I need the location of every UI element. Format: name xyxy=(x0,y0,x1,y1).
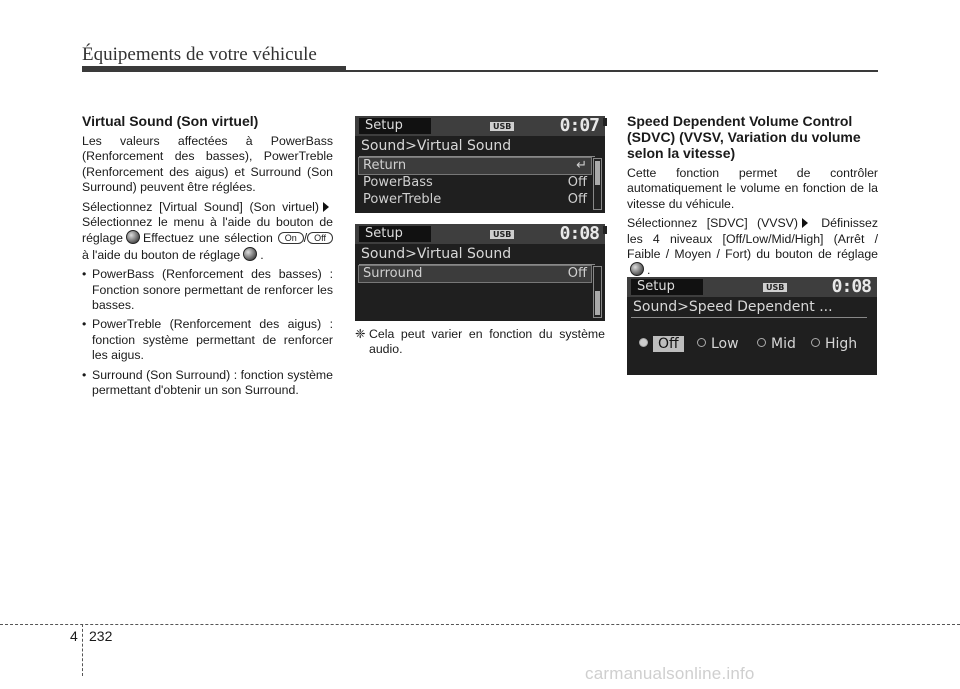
bullet-mark: • xyxy=(82,267,87,282)
screen-path: Sound>Speed Dependent ... xyxy=(633,299,833,315)
return-icon: ↵ xyxy=(576,158,587,173)
menu-row-powertreble[interactable] xyxy=(359,192,591,208)
tune-knob-icon xyxy=(243,247,257,261)
instr-text-2: Définissez les 4 niveaux [Off/Low/Mid/High] (Arrêt / Faible / Moyen / Fort) du bouton de réglage xyxy=(627,216,878,262)
page-number: 232 xyxy=(89,628,113,644)
screen-path: Sound>Virtual Sound xyxy=(361,246,512,262)
column-sdvc xyxy=(627,113,878,283)
tune-knob-icon xyxy=(126,230,140,244)
note-text: Cela peut varier en fonction du système audio. xyxy=(369,327,605,357)
on-pill: On xyxy=(278,232,304,244)
row-label: Surround xyxy=(363,266,423,281)
instr-text-2: Sélectionnez le menu à l'aide du bouton de réglage xyxy=(82,215,333,246)
arrow-right-icon xyxy=(323,202,329,212)
scroll-thumb[interactable] xyxy=(595,291,600,315)
bullet-surround xyxy=(82,368,333,399)
bullet-powerbass xyxy=(82,267,333,313)
radio-icon xyxy=(697,338,706,347)
radio-icon xyxy=(811,338,820,347)
watermark: carmanualsonline.info xyxy=(585,664,755,683)
radio-icon xyxy=(757,338,766,347)
radio-selected-icon xyxy=(639,338,648,347)
option-high[interactable] xyxy=(811,335,857,353)
option-mid[interactable] xyxy=(757,335,796,353)
bullet-text: PowerTreble (Renforcement des aigus) : fonction système permettant de renforcer les aigus. xyxy=(92,317,333,363)
screen-path: Sound>Virtual Sound xyxy=(361,138,512,154)
menu-row-return[interactable] xyxy=(359,158,591,174)
row-value: Off xyxy=(567,266,587,281)
usb-badge: USB xyxy=(763,283,787,292)
bullet-mark: • xyxy=(82,367,87,382)
row-value: Off xyxy=(567,175,587,190)
instr-text-1: Sélectionnez [SDVC] (VVSV) xyxy=(627,216,798,231)
row-label: PowerTreble xyxy=(363,192,442,207)
footer-rule xyxy=(0,624,960,625)
option-label: Low xyxy=(711,336,739,352)
screen-time: 0:08 xyxy=(559,224,599,244)
option-label: Off xyxy=(653,336,684,352)
paragraph-instructions xyxy=(82,200,333,264)
screen-divider xyxy=(359,264,595,265)
screen-time: 0:08 xyxy=(831,277,871,297)
screen-corner-mark xyxy=(603,118,607,126)
option-low[interactable] xyxy=(697,335,739,353)
row-label: PowerBass xyxy=(363,175,433,190)
screen-virtual-sound-2 xyxy=(355,224,605,321)
row-value: Off xyxy=(567,192,587,207)
slash: / xyxy=(303,231,308,246)
arrow-right-icon xyxy=(802,218,808,228)
scroll-thumb[interactable] xyxy=(595,161,600,185)
instr-period: . xyxy=(647,263,651,278)
chapter-number: 4 xyxy=(70,628,78,644)
screen-setup-label: Setup xyxy=(359,118,431,134)
screen-corner-mark xyxy=(603,226,607,234)
instr-text-4: à l'aide du bouton de réglage xyxy=(82,247,241,262)
page-header-title: Équipements de votre véhicule xyxy=(82,44,317,65)
instr-text-3: Effectuez une sélection xyxy=(143,231,273,246)
section-heading-sdvc: Speed Dependent Volume Control (SDVC) (VVSV, Variation du volume selon la vitesse) xyxy=(627,113,861,161)
option-label: Mid xyxy=(771,336,796,352)
screen-setup-label: Setup xyxy=(359,226,431,242)
option-off[interactable] xyxy=(639,335,684,353)
tune-knob-icon xyxy=(630,262,644,276)
usb-badge: USB xyxy=(490,230,514,239)
column-virtual-sound xyxy=(82,113,333,403)
scrollbar[interactable] xyxy=(593,158,602,210)
note-mark-icon: ❈ xyxy=(355,327,366,341)
row-label: Return xyxy=(363,158,407,173)
note-block xyxy=(355,327,605,358)
screen-speed-dependent xyxy=(627,277,877,375)
bullet-powertreble xyxy=(82,317,333,363)
scrollbar[interactable] xyxy=(593,266,602,318)
bullet-text: Surround (Son Surround) : fonction système permettant d'obtenir un son Surround. xyxy=(92,367,333,398)
screen-virtual-sound-1 xyxy=(355,116,605,213)
usb-badge: USB xyxy=(490,122,514,131)
screen-divider xyxy=(359,156,595,157)
section-heading-virtual-sound: Virtual Sound (Son virtuel) xyxy=(82,113,259,129)
off-pill: Off xyxy=(307,232,333,244)
menu-row-surround[interactable] xyxy=(359,266,591,282)
bullet-text: PowerBass (Renforcement des basses) : Fonction sonore permettant de renforcer les basses. xyxy=(92,267,333,313)
screen-divider xyxy=(631,317,867,318)
paragraph-sdvc-instructions xyxy=(627,216,878,279)
paragraph-sdvc-intro: Cette fonction permet de contrôler automatiquement le volume en fonction de la vitesse du véhicule. xyxy=(627,166,878,211)
screen-setup-label: Setup xyxy=(631,279,703,295)
menu-row-powerbass[interactable] xyxy=(359,175,591,191)
footer-divider xyxy=(82,624,83,676)
bullet-mark: • xyxy=(82,317,87,332)
option-label: High xyxy=(825,336,858,352)
paragraph-intro: Les valeurs affectées à PowerBass (Renforcement des basses), PowerTreble (Renforcement des aigus) et Surround (Son Surround) peuvent être réglées. xyxy=(82,134,333,195)
screen-time: 0:07 xyxy=(559,116,599,136)
instr-period: . xyxy=(260,247,264,262)
instr-text-1: Sélectionnez [Virtual Sound] (Son virtuel) xyxy=(82,199,319,214)
note-audio-system xyxy=(355,327,605,358)
header-bar xyxy=(82,66,346,72)
header-rule xyxy=(346,70,878,72)
